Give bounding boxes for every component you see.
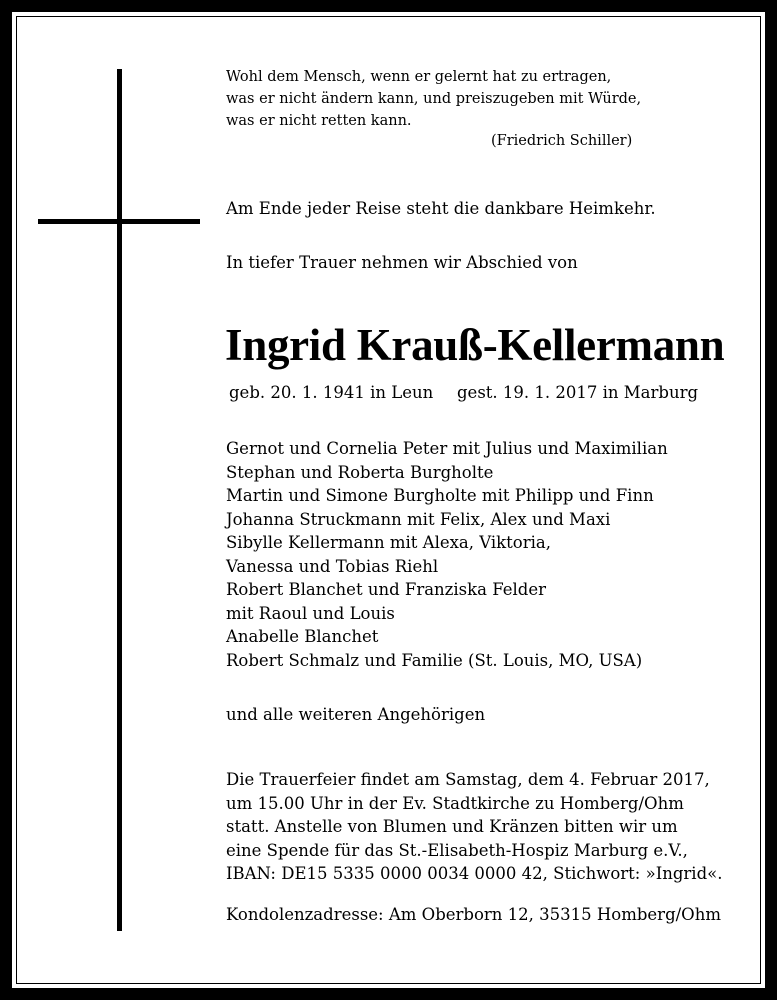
mourner-entry: Sibylle Kellermann mit Alexa, Viktoria, [226, 533, 551, 552]
mourner-entry: Anabelle Blanchet [226, 627, 379, 646]
schiller-quote [226, 66, 746, 132]
intro-line-homecoming: Am Ende jeder Reise steht die dankbare Heimkehr. [226, 199, 656, 218]
birth-date: geb. 20. 1. 1941 in Leun [229, 383, 434, 402]
quote-line: was er nicht retten kann. [226, 113, 412, 129]
mourner-entry: Robert Blanchet und Franziska Felder [226, 580, 547, 599]
mourner-entry: Robert Schmalz und Familie (St. Louis, MO, USA) [226, 650, 643, 670]
deceased-name: Ingrid Krauß-Kellermann [225, 320, 725, 370]
quote-line: was er nicht ändern kann, und preiszugeben mit Würde, [226, 91, 642, 107]
mourner-entry: Vanessa und Tobias Riehl [226, 556, 439, 576]
quote-author: (Friedrich Schiller) [491, 133, 633, 149]
intro-line-farewell: In tiefer Trauer nehmen wir Abschied von [226, 253, 578, 272]
condolence-address: Kondolenzadresse: Am Oberborn 12, 35315 Homberg/Ohm [226, 905, 721, 924]
cross-icon-vertical-bar [117, 69, 122, 931]
ceremony-line: eine Spende für das St.-Elisabeth-Hospiz Marburg e.V., [226, 840, 688, 860]
mourner-entry: Stephan und Roberta Burgholte [226, 462, 494, 482]
cross-icon-horizontal-bar [38, 219, 200, 224]
other-relatives: und alle weiteren Angehörigen [226, 705, 486, 724]
mourner-entry: Gernot und Cornelia Peter mit Julius und Maximilian [226, 439, 668, 458]
mourners-list [226, 437, 668, 672]
ceremony-line: um 15.00 Uhr in der Ev. Stadtkirche zu Homberg/Ohm [226, 793, 684, 813]
funeral-ceremony-notice [226, 768, 722, 886]
mourner-entry: Martin und Simone Burgholte mit Philipp und Finn [226, 486, 654, 505]
death-date: gest. 19. 1. 2017 in Marburg [457, 383, 699, 402]
mourner-entry: Johanna Struckmann mit Felix, Alex und Maxi [226, 509, 611, 529]
ceremony-line: Die Trauerfeier findet am Samstag, dem 4. Februar 2017, [226, 770, 710, 789]
ceremony-line: IBAN: DE15 5335 0000 0034 0000 42, Stichwort: »Ingrid«. [226, 864, 723, 883]
quote-line: Wohl dem Mensch, wenn er gelernt hat zu ertragen, [226, 69, 612, 85]
mourner-entry: mit Raoul und Louis [226, 603, 395, 623]
ceremony-line: statt. Anstelle von Blumen und Kränzen bitten wir um [226, 817, 678, 836]
